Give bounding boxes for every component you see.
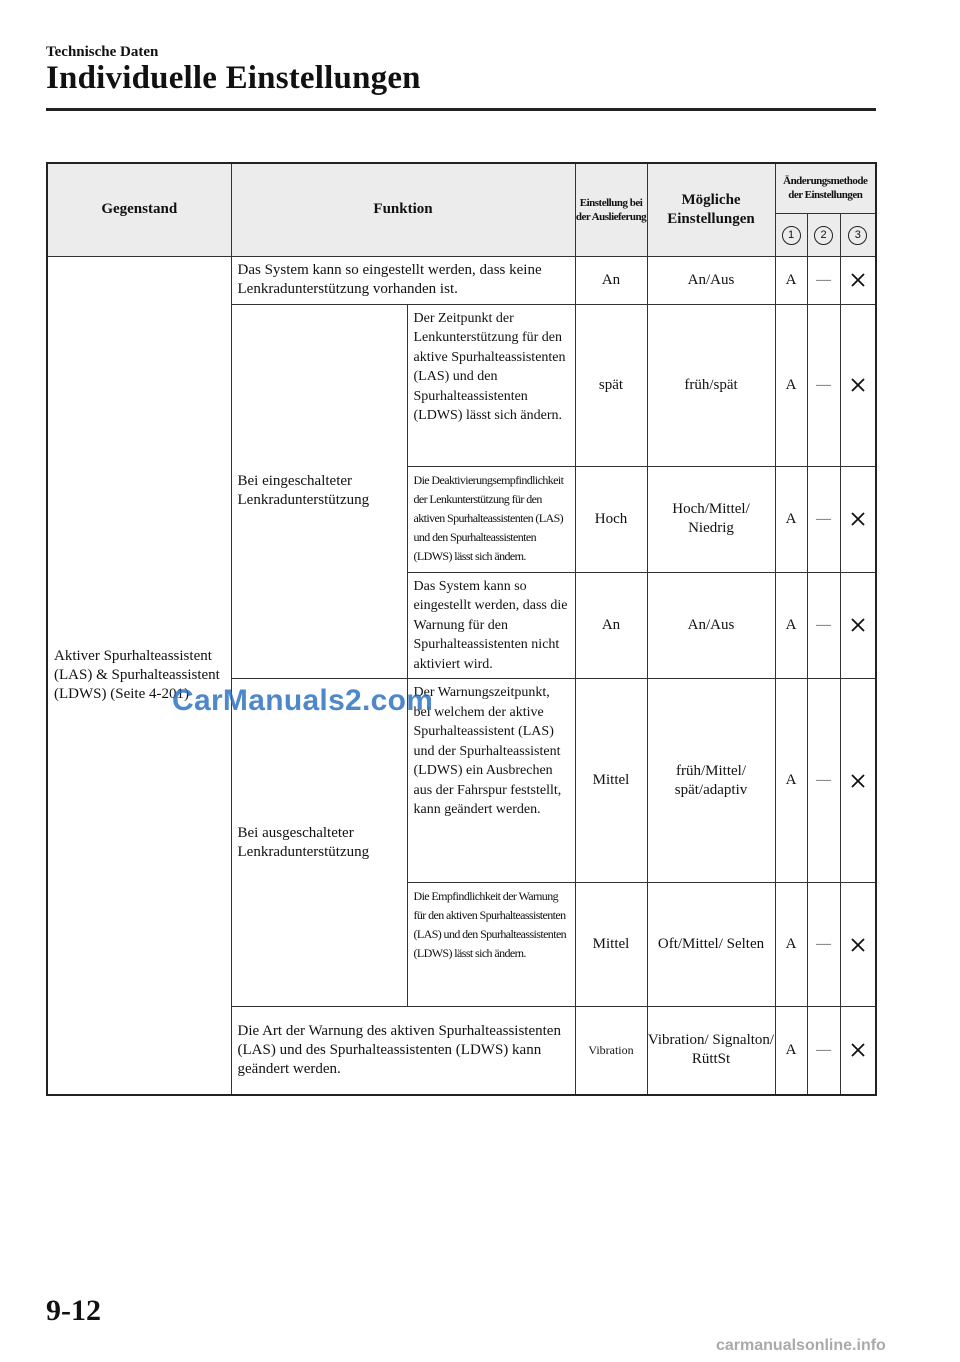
watermark-logo: CarManuals2.com — [172, 684, 434, 717]
method-1-value: A — [775, 883, 807, 1007]
possible-values: früh/Mittel/ spät/adaptiv — [647, 679, 775, 883]
method-2-value: — — [807, 304, 840, 466]
col-header-moegliche: Mögliche Einstellungen — [647, 163, 775, 256]
method-3-cell — [840, 1007, 876, 1095]
method-3-cell — [840, 572, 876, 679]
method-3-cell — [840, 304, 876, 466]
x-mark-icon — [850, 617, 866, 633]
page-title: Individuelle Einstellungen — [46, 60, 421, 96]
possible-values: früh/spät — [647, 304, 775, 466]
method-2-value: — — [807, 466, 840, 572]
method-2-value: — — [807, 572, 840, 679]
col-header-method-2 — [807, 213, 840, 256]
default-value: Vibration — [575, 1007, 647, 1095]
col-header-method-3 — [840, 213, 876, 256]
settings-table — [46, 162, 877, 1096]
method-1-value: A — [775, 256, 807, 304]
group-label-on: Bei eingeschalteter Lenkradunterstützung — [231, 304, 407, 679]
function-text: Das System kann so eingestellt werden, dass keine Lenkradunterstützung vorhanden ist. — [231, 256, 575, 304]
function-text: Das System kann so eingestellt werden, dass die Warnung für den Spurhalteassistenten nicht aktiviert wird. — [407, 572, 575, 679]
method-3-cell — [840, 883, 876, 1007]
method-3-cell — [840, 466, 876, 572]
default-value: Hoch — [575, 466, 647, 572]
x-mark-icon — [850, 377, 866, 393]
default-value: An — [575, 256, 647, 304]
col-header-aenderung: Änderungsmethode der Einstellungen — [775, 163, 876, 213]
method-1-value: A — [775, 679, 807, 883]
circled-1-icon: 1 — [782, 226, 801, 245]
col-header-gegenstand: Gegenstand — [47, 163, 231, 256]
item-name: Aktiver Spurhalteassistent (LAS) & Spurhalteassistent (LDWS) (Seite 4-201) — [47, 256, 231, 1095]
possible-values: An/Aus — [647, 256, 775, 304]
method-1-value: A — [775, 572, 807, 679]
method-2-value: — — [807, 256, 840, 304]
page-number: 9-12 — [46, 1294, 101, 1327]
method-3-cell — [840, 256, 876, 304]
x-mark-icon — [850, 511, 866, 527]
x-mark-icon — [850, 937, 866, 953]
col-header-method-1 — [775, 213, 807, 256]
method-3-cell — [840, 679, 876, 883]
footer-watermark: carmanualsonline.info — [716, 1337, 886, 1354]
function-text: Die Deaktivierungsempfindlichkeit der Lenkunterstützung für den aktiven Spurhalteassistenten (LAS) und den Spurhalteassistenten (LDWS) lässt sich ändern. — [407, 466, 575, 572]
possible-values: Oft/Mittel/ Selten — [647, 883, 775, 1007]
function-text: Die Empfindlichkeit der Warnung für den aktiven Spurhalteassistenten (LAS) und den Spurhalteassistenten (LDWS) lässt sich ändern. — [407, 883, 575, 1007]
default-value: An — [575, 572, 647, 679]
function-text: Der Zeitpunkt der Lenkunterstützung für den aktive Spurhalteassistenten (LAS) und den Spurhalteassistenten (LDWS) lässt sich ändern. — [407, 304, 575, 466]
x-mark-icon — [850, 1042, 866, 1058]
circled-3-icon: 3 — [848, 226, 867, 245]
x-mark-icon — [850, 272, 866, 288]
method-1-value: A — [775, 466, 807, 572]
possible-values: An/Aus — [647, 572, 775, 679]
col-header-funktion: Funktion — [231, 163, 575, 256]
method-2-value: — — [807, 679, 840, 883]
table-row — [47, 256, 876, 304]
section-label: Technische Daten — [46, 44, 159, 60]
default-value: Mittel — [575, 883, 647, 1007]
possible-values: Hoch/Mittel/ Niedrig — [647, 466, 775, 572]
method-2-value: — — [807, 883, 840, 1007]
possible-values: Vibration/ Signalton/ RüttSt — [647, 1007, 775, 1095]
title-divider — [46, 108, 876, 111]
col-header-einstellung: Einstellung bei der Auslieferung — [575, 163, 647, 256]
function-text: Die Art der Warnung des aktiven Spurhalteassistenten (LAS) und des Spurhalteassistenten (LDWS) kann geändert werden. — [231, 1007, 575, 1095]
method-2-value: — — [807, 1007, 840, 1095]
x-mark-icon — [850, 773, 866, 789]
method-1-value: A — [775, 304, 807, 466]
default-value: Mittel — [575, 679, 647, 883]
default-value: spät — [575, 304, 647, 466]
function-text: Der Warnungszeitpunkt, bei welchem der aktive Spurhalteassistent (LAS) und der Spurhalteassistent (LDWS) ein Ausbrechen aus der Fahrspur feststellt, kann geändert werden. — [407, 679, 575, 883]
method-1-value: A — [775, 1007, 807, 1095]
group-label-off: Bei ausgeschalteter Lenkradunterstützung — [231, 679, 407, 1007]
circled-2-icon: 2 — [814, 226, 833, 245]
